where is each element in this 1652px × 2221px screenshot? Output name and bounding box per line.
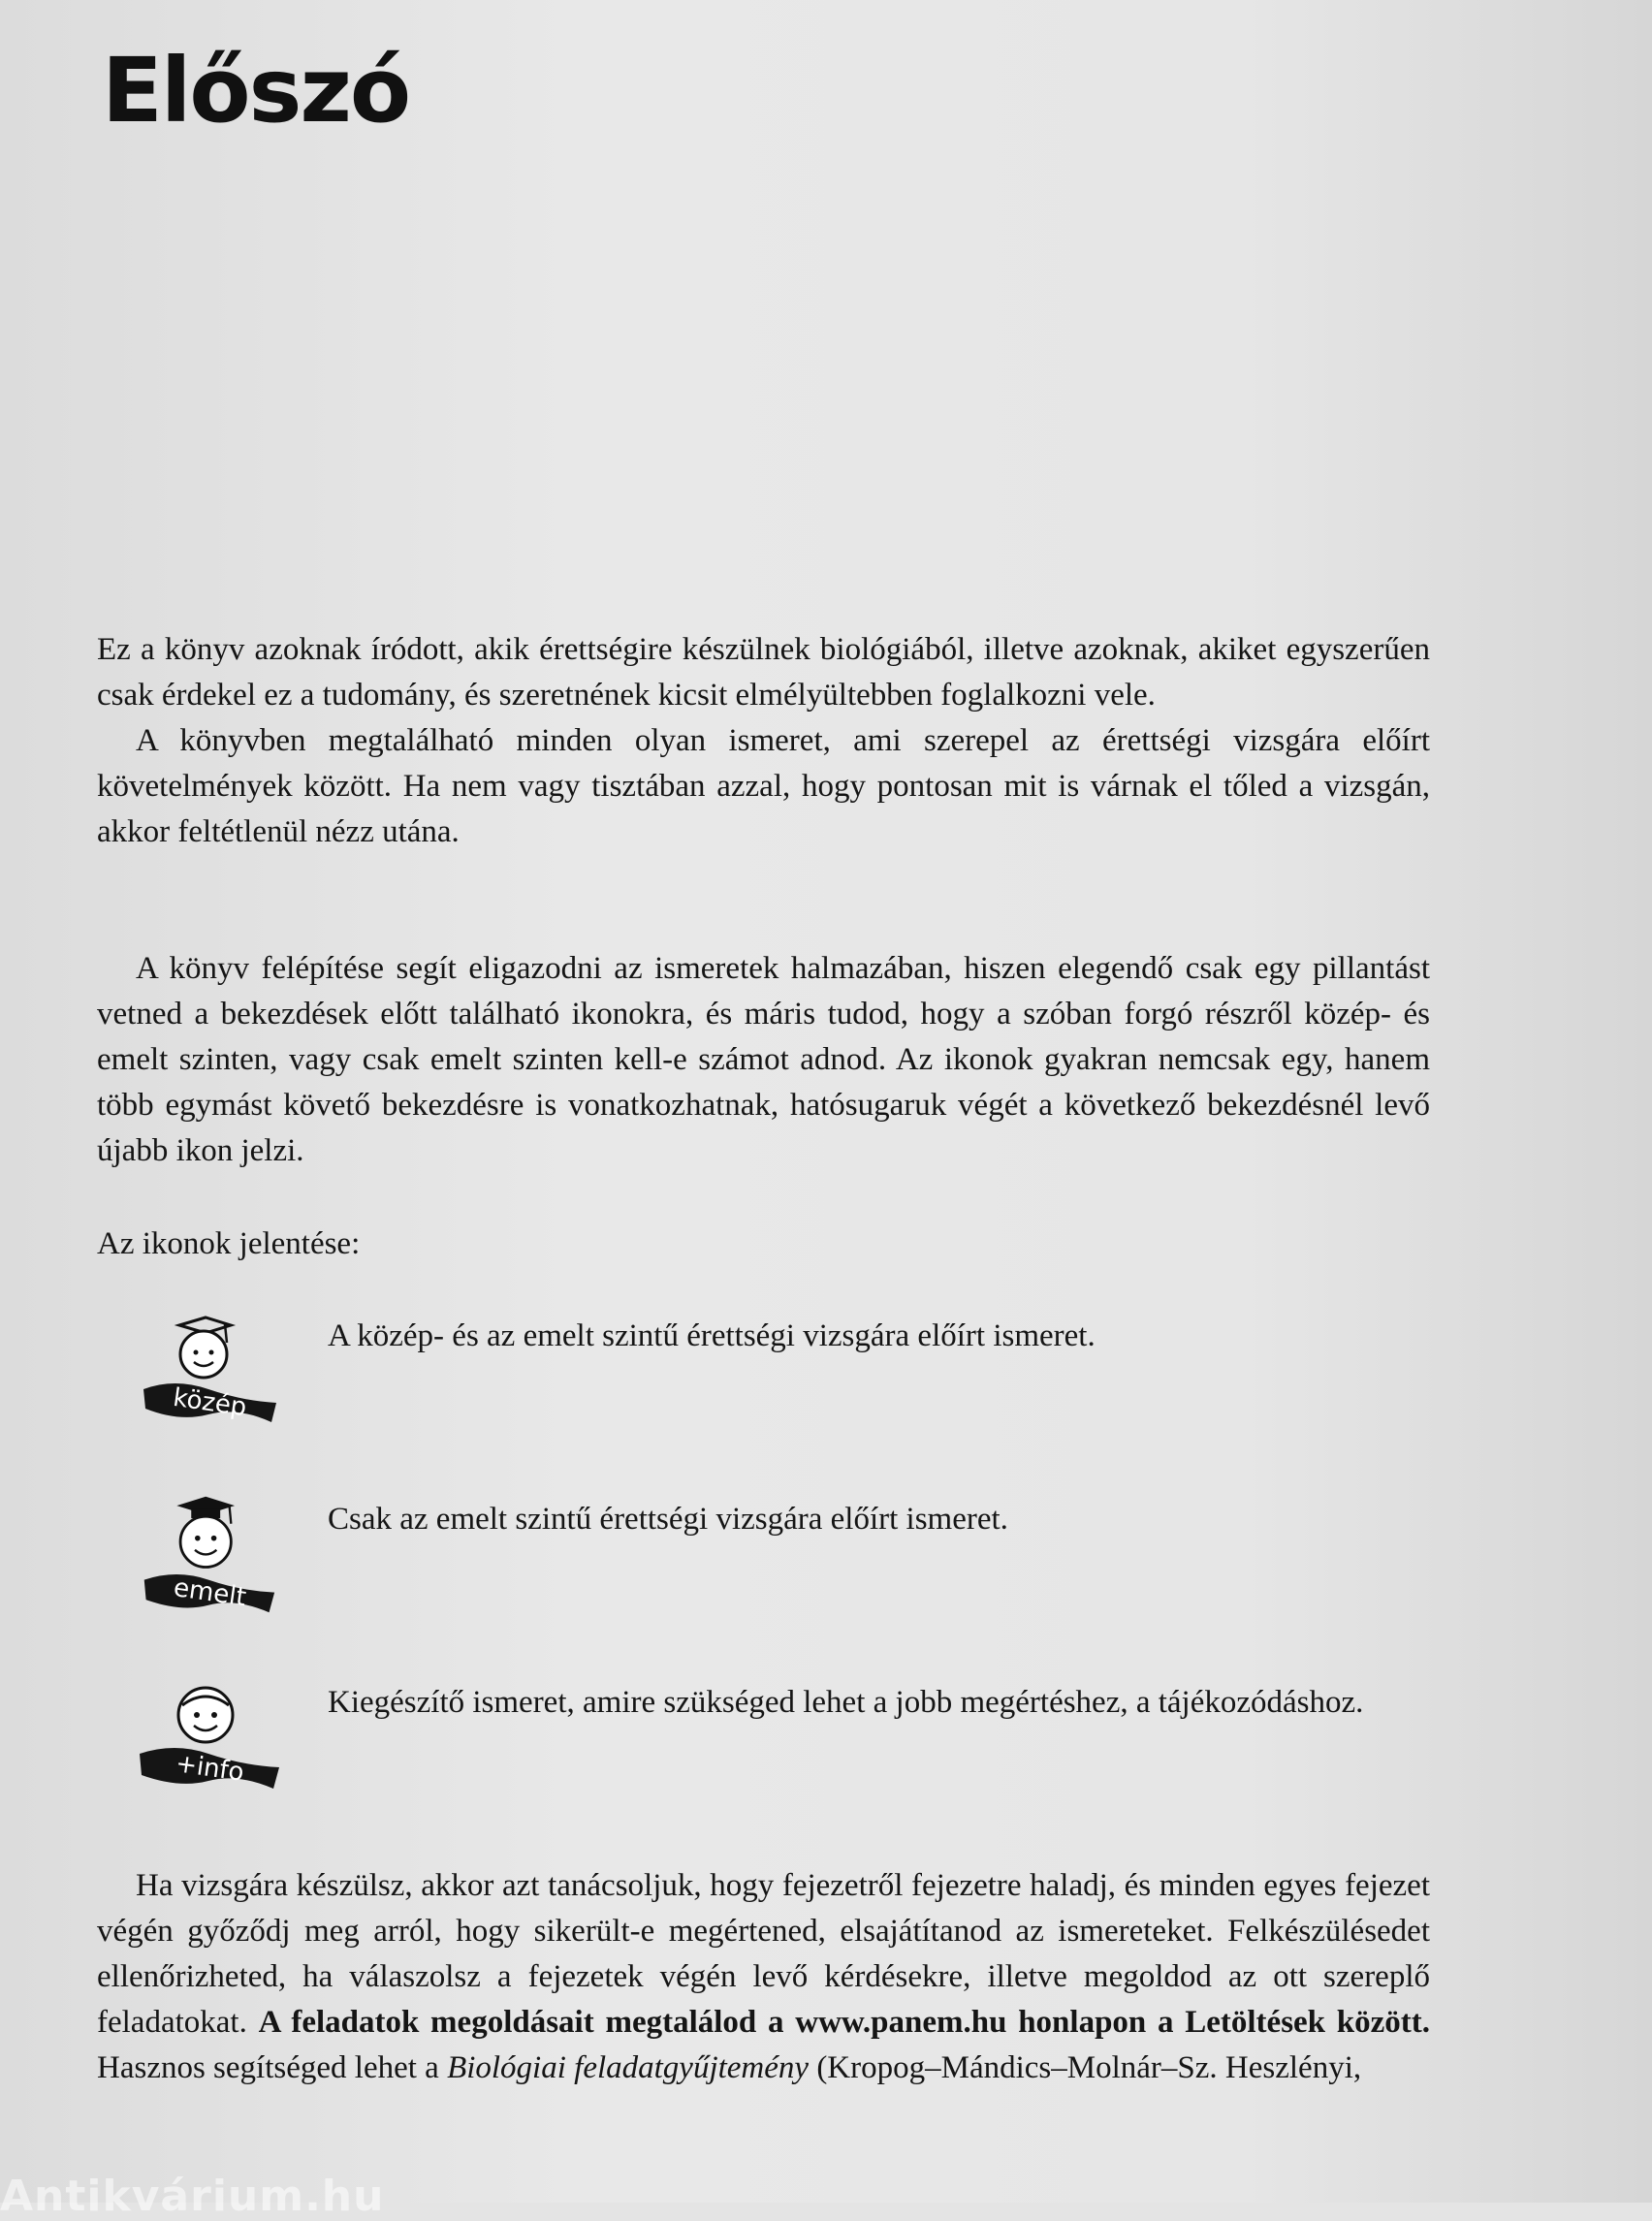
advice-download-note: A feladatok megoldásait megtalálod a www.panem.hu honlapon a Letöltések között. [258, 2005, 1430, 2040]
legend-text-info: Kiegészítő ismeret, amire szükséged lehet a jobb megértéshez, a tájékozódáshoz. [328, 1685, 1364, 1720]
legend-text-emelt: Csak az emelt szintű érettségi vizsgára előírt ismeret. [328, 1502, 1008, 1537]
info-icon [136, 1682, 281, 1818]
intro-paragraph-2: A könyvben megtalálható minden olyan ismeret, ami szerepel az érettségi vizsgára előírt követelmények között. Ha nem vagy tisztában azzal, hogy pontosan mit is várnak el tőled a vizsgán, akkor feltétlenül nézz utána. [97, 723, 1430, 849]
advice-text-1: Ha vizsgára készülsz, akkor azt tanácsoljuk, hogy fejezetről fejezetre haladj, és minden egyes fejezet végén győződj meg arról, hogy sikerült-e megértened, elsajátítanod az ismereteket. Felkészülésedet ellenőrizheted, ha válaszolsz a fejezetek végén levő kérdésekre, illetve megoldod az ott szereplő feladatokat. [97, 1868, 1430, 2040]
page-title: Előszó [102, 39, 410, 143]
advice-text-2: Hasznos segítséged lehet a [97, 2050, 448, 2085]
structure-section [97, 946, 1430, 1174]
legend-heading-text: Az ikonok jelentése: [97, 1226, 361, 1261]
watermark: Antikvárium.hu [0, 2172, 385, 2221]
emelt-badge-label: emelt [172, 1573, 248, 1613]
advice-paragraph [97, 1863, 1430, 2091]
emelt-icon [136, 1493, 281, 1629]
advice-text-3: (Kropog–Mándics–Molnár–Sz. Heszlényi, [809, 2050, 1362, 2085]
kozep-icon [136, 1314, 281, 1449]
legend-text-kozep: A közép- és az emelt szintű érettségi vizsgára előírt ismeret. [328, 1318, 1096, 1353]
kozep-badge-label: közép [171, 1382, 249, 1423]
advice-book-title: Biológiai feladatgyűjtemény [447, 2050, 810, 2085]
structure-paragraph: A könyv felépítése segít eligazodni az ismeretek halmazában, hiszen elegendő csak egy pillantást vetned a bekezdések előtt található ikonokra, és máris tudod, hogy a szóban forgó részről közép- és emelt szinten, vagy csak emelt szinten kell-e számot adnod. Az ikonok gyakran nemcsak egy, hanem több egymást követő bekezdésre is vonatkozhatnak, hatósugaruk végét a következő bekezdésnél levő újabb ikon jelzi. [97, 951, 1430, 1168]
legend-heading [97, 1222, 1430, 1267]
advice-section [97, 1863, 1430, 2091]
intro-paragraph-1: Ez a könyv azoknak íródott, akik érettségire készülnek biológiából, illetve azoknak, akiket egyszerűen csak érdekel ez a tudomány, és szeretnének kicsit elmélyültebben foglalkozni vele. [97, 632, 1430, 713]
intro-section [97, 627, 1430, 855]
info-badge-label: +info [174, 1749, 246, 1788]
